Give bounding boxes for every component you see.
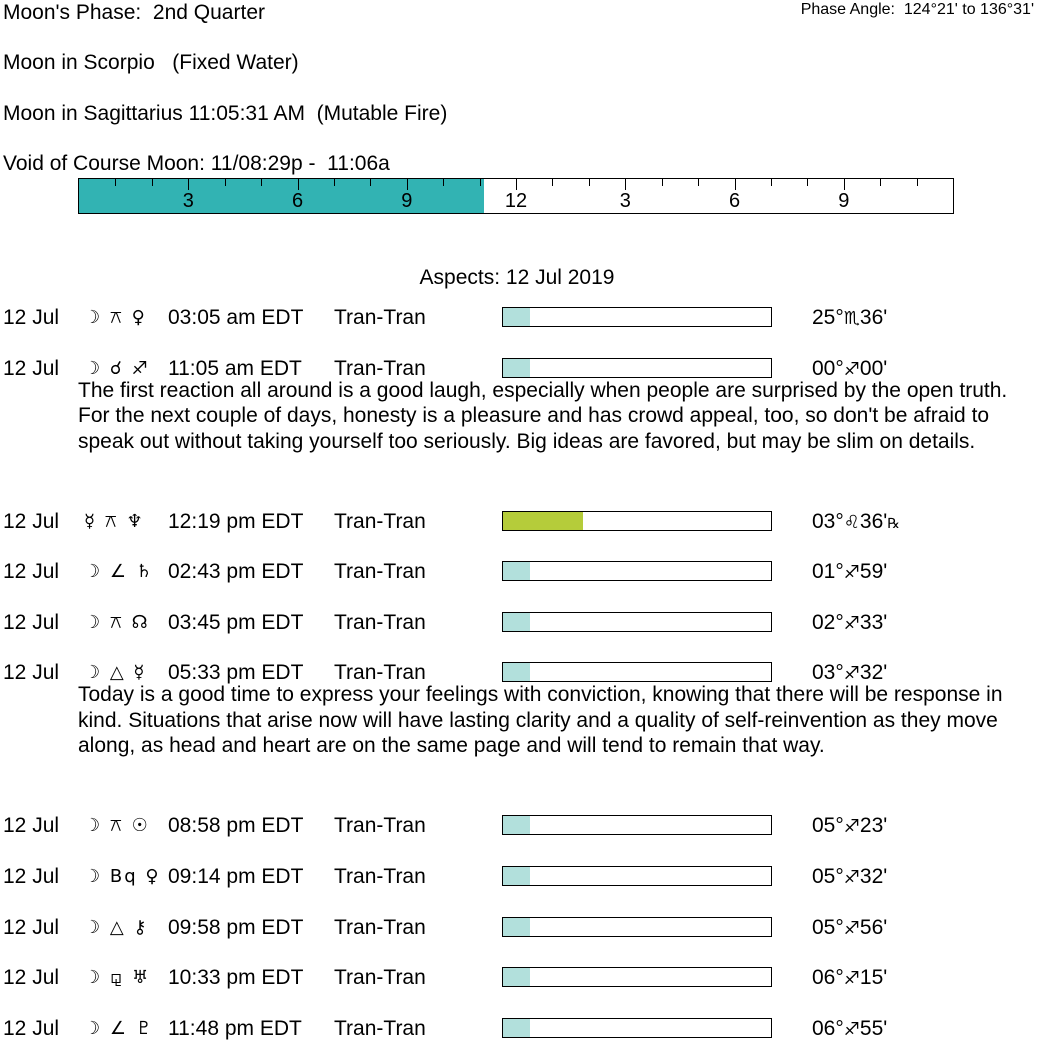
position-degrees: 06° xyxy=(812,1016,844,1040)
zodiac-sign-icon: ♐ xyxy=(843,917,860,939)
aspect-date: 12 Jul xyxy=(3,509,60,533)
aspect-date: 12 Jul xyxy=(3,915,60,939)
timeline-tick xyxy=(480,179,481,186)
aspect-glyphs: ☽ ∠ ♇ xyxy=(84,1017,154,1039)
position-minutes: 59' xyxy=(859,560,888,584)
zodiac-sign-icon: ♏ xyxy=(843,308,860,329)
aspect-position xyxy=(812,1016,887,1043)
aspect-strength-fill xyxy=(503,512,583,530)
aspect-type: Tran-Tran xyxy=(334,915,426,939)
aspect-time: 11:05 am EDT xyxy=(168,356,302,380)
timeline-tick xyxy=(844,179,845,190)
aspect-date: 12 Jul xyxy=(3,306,60,329)
timeline-tick xyxy=(152,179,153,186)
aspect-glyphs: ☽ ⚼ ♅ xyxy=(84,967,151,989)
void-period-fill xyxy=(79,179,484,213)
zodiac-sign-icon: ♐ xyxy=(843,562,860,584)
aspect-position xyxy=(812,509,900,537)
aspect-date: 12 Jul xyxy=(3,1016,60,1040)
timeline-tick xyxy=(225,179,226,186)
phase-angle-text: Phase Angle: 124°21' to 136°31' xyxy=(800,1,1034,18)
aspect-strength-bar xyxy=(502,307,772,327)
aspect-type: Tran-Tran xyxy=(334,814,426,838)
timeline-tick xyxy=(261,179,262,186)
aspect-strength-fill xyxy=(503,968,530,986)
timeline-tick xyxy=(552,179,553,186)
timeline-tick xyxy=(298,179,299,190)
position-minutes: 23' xyxy=(859,814,888,838)
position-minutes: 56' xyxy=(859,915,888,939)
position-degrees: 03° xyxy=(812,661,844,685)
aspect-row[interactable] xyxy=(0,1016,1046,1042)
timeline-hour-label: 6 xyxy=(291,190,304,212)
aspect-position xyxy=(812,813,887,840)
aspect-time: 11:48 pm EDT xyxy=(168,1016,302,1040)
timeline-tick xyxy=(880,179,881,186)
aspect-strength-fill xyxy=(503,613,530,631)
position-degrees: 03° xyxy=(812,509,844,533)
aspect-row[interactable] xyxy=(0,915,1046,941)
position-degrees: 06° xyxy=(812,966,844,990)
timeline-tick xyxy=(407,179,408,190)
aspect-type: Tran-Tran xyxy=(334,966,426,990)
aspect-strength-bar xyxy=(502,358,772,378)
aspect-row[interactable] xyxy=(0,559,1046,585)
aspect-type: Tran-Tran xyxy=(334,509,426,533)
timeline-hour-label: 12 xyxy=(504,190,528,212)
aspect-strength-bar xyxy=(502,612,772,632)
aspect-strength-fill xyxy=(503,1019,530,1037)
position-minutes: 36' xyxy=(859,306,888,329)
aspect-glyphs: ☽ △ ⚷ xyxy=(84,916,149,938)
aspect-time: 09:14 pm EDT xyxy=(168,865,304,888)
aspect-date: 12 Jul xyxy=(3,966,60,990)
aspect-strength-bar xyxy=(502,662,772,682)
timeline-tick xyxy=(735,179,736,190)
position-degrees: 01° xyxy=(812,560,844,584)
aspect-strength-bar xyxy=(502,561,772,581)
position-minutes: 36' xyxy=(859,509,888,533)
aspect-glyphs: ☽ △ ☿ xyxy=(84,662,147,684)
timeline-tick xyxy=(807,179,808,186)
position-degrees: 00° xyxy=(812,356,844,380)
aspect-type: Tran-Tran xyxy=(334,661,426,685)
zodiac-sign-icon: ♐ xyxy=(843,816,860,838)
aspect-strength-fill xyxy=(503,359,530,377)
aspect-position xyxy=(812,610,887,637)
aspect-strength-bar xyxy=(502,511,772,531)
zodiac-sign-icon: ♐ xyxy=(843,968,860,990)
aspect-time: 02:43 pm EDT xyxy=(168,560,304,584)
position-degrees: 05° xyxy=(812,814,844,838)
aspect-description: Today is a good time to express your feelings with conviction, knowing that there will be response in kind. Situations that arise now will have lasting clarity and a quality of self-reinvention as they move along, as head and heart are on the same page and will tend to remain that way. xyxy=(78,683,1003,758)
aspect-type: Tran-Tran xyxy=(334,1016,426,1040)
aspect-glyphs: ☽ Bq ♀ xyxy=(84,866,161,887)
aspect-time: 12:19 pm EDT xyxy=(168,509,304,533)
aspect-glyphs: ☽ ⚻ ♀ xyxy=(84,307,147,328)
position-minutes: 33' xyxy=(859,610,888,634)
timeline-tick xyxy=(625,179,626,190)
aspect-position xyxy=(812,864,887,891)
position-minutes: 00' xyxy=(859,356,888,380)
aspect-description: The first reaction all around is a good laugh, especially when people are surprised by the open truth. For the next couple of days, honesty is a pleasure and has crowd appeal, too, so don't be afraid to speak out without taking yourself too seriously. Big ideas are favored, but may be slim on details. xyxy=(78,378,1008,453)
void-of-course-text: Void of Course Moon: 11/08:29p - 11:06a xyxy=(3,152,390,175)
timeline-hour-label: 9 xyxy=(838,190,850,212)
zodiac-sign-icon: ♐ xyxy=(843,358,860,380)
aspect-type: Tran-Tran xyxy=(334,306,426,329)
position-minutes: 15' xyxy=(859,966,888,990)
aspect-glyphs: ☽ ⚻ ☊ xyxy=(84,611,150,633)
position-minutes: 55' xyxy=(859,1016,888,1040)
aspect-position xyxy=(812,305,887,332)
timeline-hour-label: 9 xyxy=(401,190,413,212)
aspect-strength-bar xyxy=(502,815,772,835)
aspect-time: 09:58 pm EDT xyxy=(168,915,304,939)
timeline-tick xyxy=(917,179,918,186)
aspect-position xyxy=(812,965,887,992)
timeline-tick xyxy=(698,179,699,186)
aspect-strength-fill xyxy=(503,816,530,834)
position-degrees: 05° xyxy=(812,915,844,939)
aspect-date: 12 Jul xyxy=(3,560,60,584)
timeline-hour-label: 3 xyxy=(182,190,194,212)
aspect-glyphs: ☽ ⚻ ☉ xyxy=(84,815,150,837)
aspect-row[interactable] xyxy=(0,305,1046,331)
timeline-tick xyxy=(589,179,590,186)
position-degrees: 25° xyxy=(812,306,844,329)
aspect-time: 03:05 am EDT xyxy=(168,306,304,329)
aspect-position xyxy=(812,915,887,942)
aspect-type: Tran-Tran xyxy=(334,356,426,380)
aspect-date: 12 Jul xyxy=(3,865,60,888)
position-degrees: 02° xyxy=(812,610,844,634)
moon-ingress-text: Moon in Sagittarius 11:05:31 AM (Mutable Fire) xyxy=(3,102,448,125)
timeline-tick xyxy=(443,179,444,186)
timeline-tick xyxy=(115,179,116,186)
zodiac-sign-icon: ♌ xyxy=(843,511,860,533)
timeline-tick xyxy=(771,179,772,186)
aspect-strength-fill xyxy=(503,663,530,681)
aspect-strength-bar xyxy=(502,917,772,937)
timeline-hour-label: 3 xyxy=(619,190,631,212)
aspect-row[interactable] xyxy=(0,509,1046,535)
aspect-row[interactable] xyxy=(0,610,1046,636)
retrograde-icon: ℞ xyxy=(887,515,900,532)
zodiac-sign-icon: ♐ xyxy=(843,663,860,685)
timeline-hour-label: 6 xyxy=(728,190,741,212)
void-of-course-timeline xyxy=(78,178,954,214)
aspect-time: 10:33 pm EDT xyxy=(168,966,304,990)
aspects-title: Aspects: 12 Jul 2019 xyxy=(419,266,615,289)
timeline-tick xyxy=(334,179,335,186)
aspect-date: 12 Jul xyxy=(3,610,60,634)
aspect-time: 03:45 pm EDT xyxy=(168,610,304,634)
aspect-date: 12 Jul xyxy=(3,814,60,838)
aspect-time: 05:33 pm EDT xyxy=(168,661,304,685)
aspect-position xyxy=(812,559,887,586)
timeline-tick xyxy=(516,179,517,190)
position-minutes: 32' xyxy=(859,865,888,888)
position-degrees: 05° xyxy=(812,865,844,888)
timeline-tick xyxy=(370,179,371,186)
aspect-strength-fill xyxy=(503,867,530,885)
zodiac-sign-icon: ♐ xyxy=(843,612,860,634)
timeline-tick xyxy=(188,179,189,190)
moon-phase-text: Moon's Phase: 2nd Quarter xyxy=(3,1,265,24)
moon-sign-text: Moon in Scorpio (Fixed Water) xyxy=(3,51,299,74)
aspect-row[interactable] xyxy=(0,813,1046,839)
timeline-tick xyxy=(662,179,663,186)
aspect-date: 12 Jul xyxy=(3,356,60,380)
aspect-date: 12 Jul xyxy=(3,661,60,685)
aspect-row[interactable] xyxy=(0,864,1046,890)
aspect-row[interactable] xyxy=(0,965,1046,991)
aspect-glyphs: ☽ ∠ ♄ xyxy=(84,561,154,583)
aspect-strength-fill xyxy=(503,918,530,936)
aspect-glyphs: ☽ ☌ ♐ xyxy=(84,357,150,379)
aspect-strength-bar xyxy=(502,1018,772,1038)
aspect-glyphs: ☿ ⚻ ♆ xyxy=(84,510,145,532)
position-minutes: 32' xyxy=(859,661,888,685)
aspect-type: Tran-Tran xyxy=(334,610,426,634)
aspect-strength-fill xyxy=(503,562,530,580)
aspect-time: 08:58 pm EDT xyxy=(168,814,304,838)
aspect-strength-bar xyxy=(502,866,772,886)
zodiac-sign-icon: ♐ xyxy=(843,1018,860,1040)
zodiac-sign-icon: ♐ xyxy=(843,867,860,888)
aspect-strength-bar xyxy=(502,967,772,987)
aspect-type: Tran-Tran xyxy=(334,865,426,888)
aspect-type: Tran-Tran xyxy=(334,560,426,584)
aspect-strength-fill xyxy=(503,308,530,326)
